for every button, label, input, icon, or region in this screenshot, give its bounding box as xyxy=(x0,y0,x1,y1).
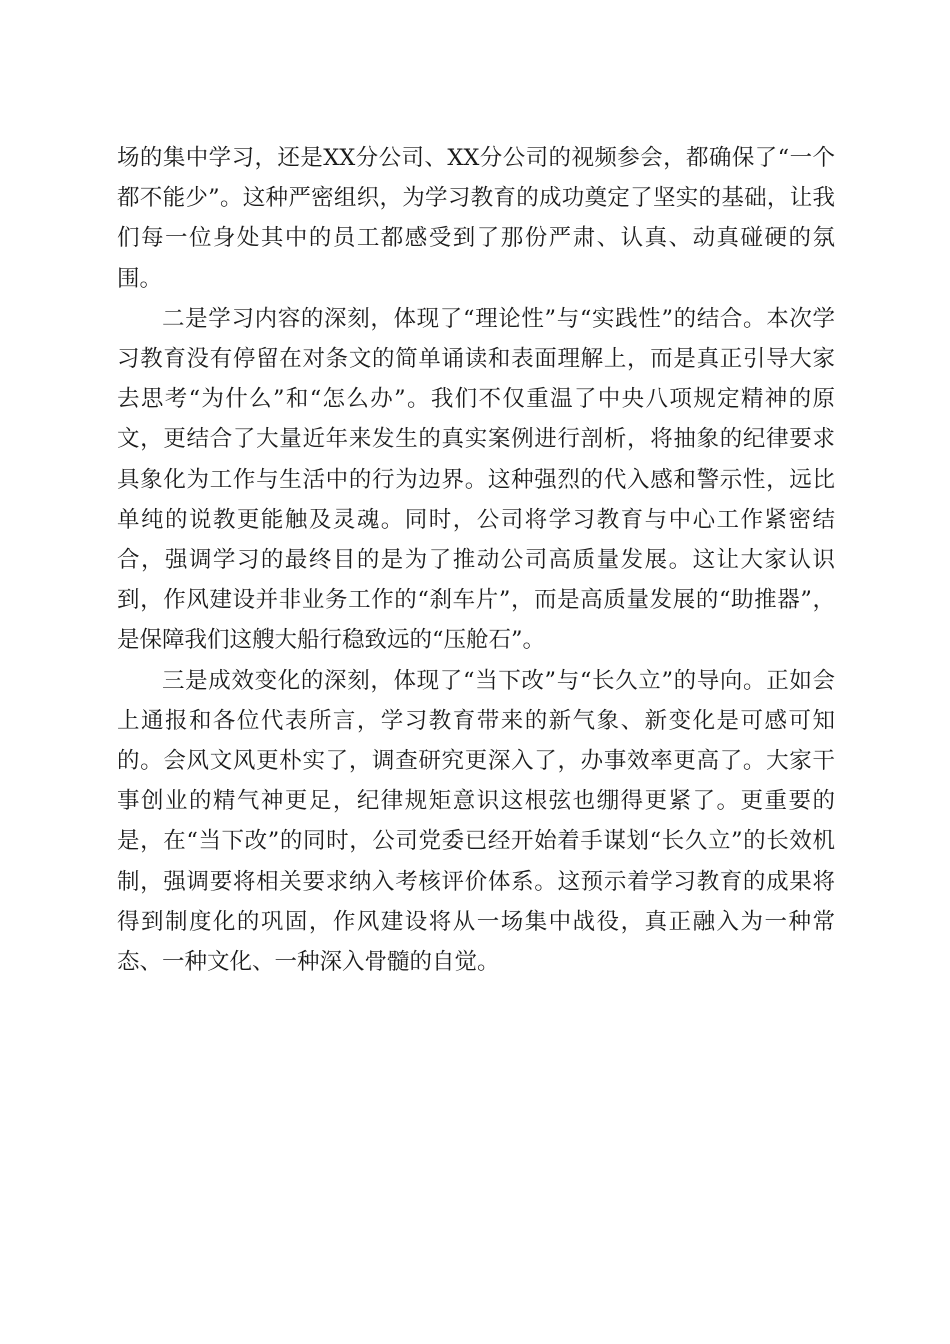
paragraph-point-two: 二是学习内容的深刻，体现了“理论性”与“实践性”的结合。本次学习教育没有停留在对条文的简单诵读和表面理解上，而是真正引导大家去思考“为什么”和“怎么办”。我们不仅重温了中央八项规定精神的原文，更结合了大量近年来发生的真实案例进行剖析，将抽象的纪律要求具象化为工作与生活中的行为边界。这种强烈的代入感和警示性，远比单纯的说教更能触及灵魂。同时，公司将学习教育与中心工作紧密结合，强调学习的最终目的是为了推动公司高质量发展。这让大家认识到，作风建设并非业务工作的“刹车片”，而是高质量发展的“助推器”，是保障我们这艘大船行稳致远的“压舱石”。 xyxy=(117,305,835,654)
paragraph-point-three: 三是成效变化的深刻，体现了“当下改”与“长久立”的导向。正如会上通报和各位代表所言，学习教育带来的新气象、新变化是可感可知的。会风文风更朴实了，调查研究更深入了，办事效率更高了。大家干事创业的精气神更足，纪律规矩意识这根弦也绷得更紧了。更重要的是，在“当下改”的同时，公司党委已经开始着手谋划“长久立”的长效机制，强调要将相关要求纳入考核评价体系。这预示着学习教育的成果将得到制度化的巩固，作风建设将从一场集中战役，真正融入为一种常态、一种文化、一种深入骨髓的自觉。 xyxy=(117,667,835,976)
paragraph-continuation: 场的集中学习，还是XX分公司、XX分公司的视频参会，都确保了“一个都不能少”。这种严密组织，为学习教育的成功奠定了坚实的基础，让我们每一位身处其中的员工都感受到了那份严肃、认真、动真碰硬的氛围。 xyxy=(117,145,835,292)
document-page xyxy=(117,138,835,982)
